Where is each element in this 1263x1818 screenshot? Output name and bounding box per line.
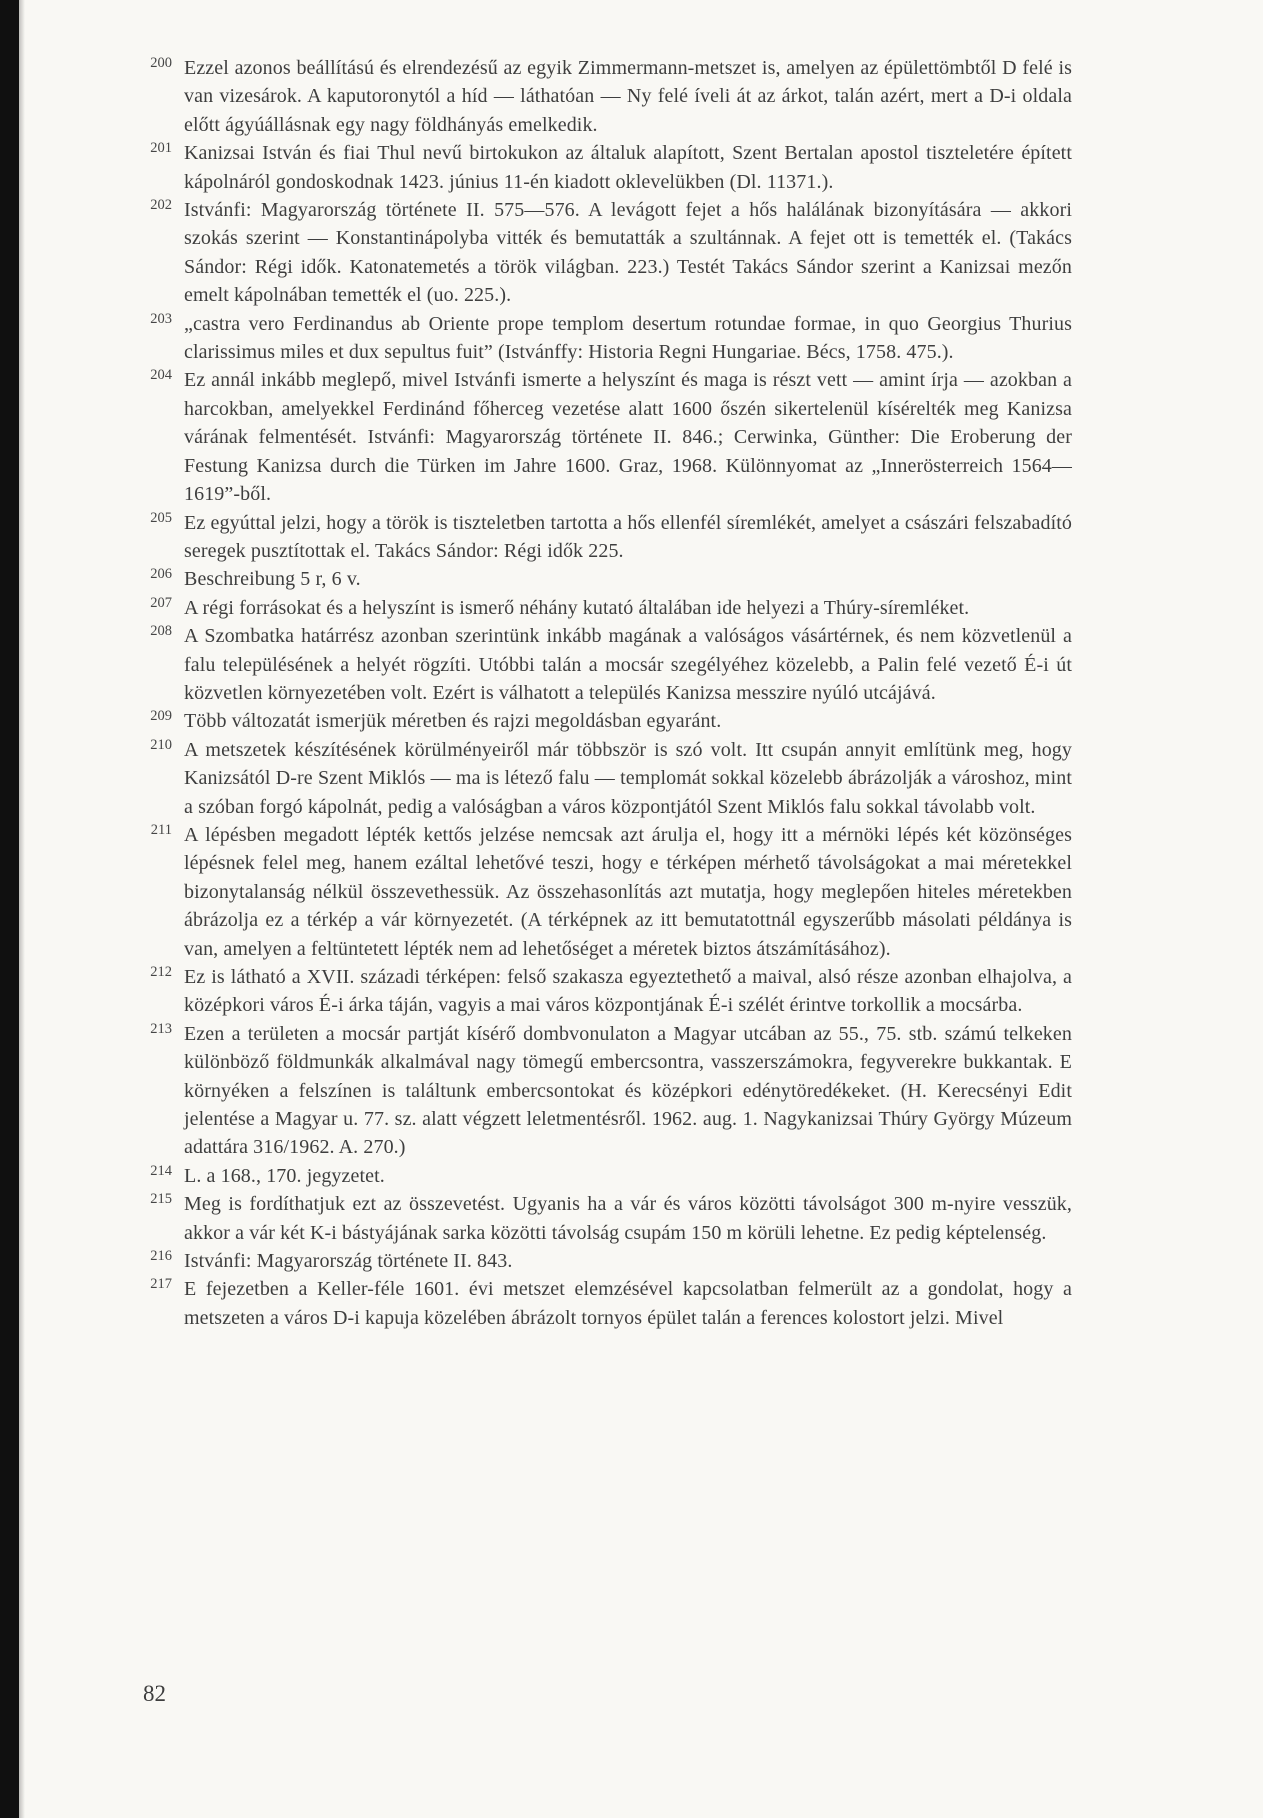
endnote-number: 204 — [150, 367, 172, 384]
endnote-item — [0, 509, 1072, 566]
endnote-number: 202 — [150, 197, 172, 214]
endnote-number: 210 — [150, 736, 172, 753]
endnote-item — [0, 366, 1072, 508]
endnote-text: Ez egyúttal jelzi, hogy a török is tiszteletben tartotta a hős ellenfél síremlékét, amelyet a császári felszabadító seregek pusztítottak el. Takács Sándor: Régi idők 225. — [184, 511, 1072, 562]
endnote-item — [0, 1190, 1072, 1247]
endnote-text: E fejezetben a Keller-féle 1601. évi metszet elemzésével kapcsolatban felmerült az a gondolat, hogy a metszeten a város D-i kapuja közelében ábrázolt tornyos épület talán a ferences kolostort jelzi. Mivel — [184, 1278, 1072, 1329]
endnote-text: Ez annál inkább meglepő, mivel Istvánfi ismerte a helyszínt és maga is részt vett — amint írja — azokban a harcokban, amelyekkel Ferdinánd főherceg vezetése alatt 1600 őszén sikertelenül kísérelték meg Kanizsa várának felmentését. Istvánfi: Magyarország története II. 846.; Cerwinka, Günther: Die Eroberung der Festung Kanizsa durch die Türken im Jahre 1600. Graz, 1968. Különnyomat az „Innerösterreich 1564—1619”-ből. — [184, 369, 1072, 506]
endnote-item — [0, 1020, 1072, 1162]
endnote-text: Ez is látható a XVII. századi térképen: felső szakasza egyeztethető a maival, alsó része azonban elhajolva, a középkori város É-i árka táján, vagyis a mai város központjának É-i szélét érintve torkollik a mocsárba. — [184, 966, 1072, 1017]
endnote-item — [0, 310, 1072, 367]
endnote-number: 213 — [150, 1020, 172, 1037]
endnote-text: Istvánfi: Magyarország története II. 575—576. A levágott fejet a hős halálának bizonyítására — akkori szokás szerint — Konstantinápolyba vitték és bemutatták a szultánnak. A fejet ott is temették el. (Takács Sándor: Régi idők. Katonatemetés a török világban. 223.) Testét Takács Sándor szerint a Kanizsai mezőn emelt kápolnában temették el (uo. 225.). — [184, 199, 1072, 307]
endnote-text: Meg is fordíthatjuk ezt az összevetést. Ugyanis ha a vár és város közötti távolságot 300 m-nyire vesszük, akkor a vár két K-i bástyájának sarka közötti távolság csupám 150 m körüli lehetne. Ez pedig képtelenség. — [184, 1193, 1072, 1244]
endnote-number: 215 — [150, 1191, 172, 1208]
endnote-number: 209 — [150, 708, 172, 725]
endnote-item — [0, 622, 1072, 707]
endnote-text: Ezzel azonos beállítású és elrendezésű az egyik Zimmermann-metszet is, amelyen az épülettömbtől D felé is van vizesárok. A kaputoronytól a híd — láthatóan — Ny felé íveli át az árkot, talán azért, mert a D-i oldala előtt ágyúállásnak egy nagy földhányás emelkedik. — [184, 57, 1072, 136]
endnote-number: 200 — [150, 55, 172, 71]
endnotes-list — [0, 54, 1072, 1332]
endnote-text: Ezen a területen a mocsár partját kísérő dombvonulaton a Magyar utcában az 55., 75. stb. számú telkeken különböző földmunkák alkalmával nagy tömegű embercsontra, vasszerszámokra, fegyverekre bukkantak. E környéken a felszínen is találtunk embercsontokat és középkori edénytöredékeket. (H. Kerecsényi Edit jelentése a Magyar u. 77. sz. alatt végzett leletmentésről. 1962. aug. 1. Nagykanizsai Thúry György Múzeum adattára 316/1962. A. 270.) — [184, 1022, 1072, 1159]
endnote-number: 208 — [150, 623, 172, 640]
endnote-number: 206 — [150, 566, 172, 583]
endnote-number: 207 — [150, 594, 172, 611]
endnote-text: Beschreibung 5 r, 6 v. — [184, 568, 361, 591]
endnote-number: 203 — [150, 310, 172, 327]
endnote-number: 216 — [150, 1248, 172, 1265]
page-number: 82 — [143, 1681, 166, 1706]
endnote-text: Istvánfi: Magyarország története II. 843. — [184, 1250, 513, 1273]
endnote-number: 211 — [150, 821, 172, 838]
endnote-number: 212 — [150, 964, 172, 980]
endnote-number: 214 — [150, 1162, 172, 1179]
endnote-number: 217 — [150, 1276, 172, 1293]
endnote-text: L. a 168., 170. jegyzetet. — [184, 1164, 385, 1187]
endnote-item — [0, 736, 1072, 821]
endnote-item — [0, 963, 1072, 1020]
endnote-item — [0, 821, 1072, 963]
endnote-item — [0, 54, 1072, 139]
endnote-number: 205 — [150, 509, 172, 526]
endnote-text: A régi forrásokat és a helyszínt is ismerő néhány kutató általában ide helyezi a Thúry-síremléket. — [184, 596, 970, 619]
endnote-text: A metszetek készítésének körülményeiről már többször is szó volt. Itt csupán annyit említünk meg, hogy Kanizsától D-re Szent Miklós — ma is létező falu — templomát sokkal közelebb ábrázolják a városhoz, mint a szóban forgó kápolnát, pedig a valóságban a város központjától Szent Miklós falu sokkal távolabb volt. — [184, 738, 1072, 818]
endnote-item — [0, 196, 1072, 310]
endnote-item — [0, 1275, 1072, 1332]
endnote-text: Kanizsai István és fiai Thul nevű birtokukon az általuk alapított, Szent Bertalan apostol tiszteletére épített kápolnáról gondoskodnak 1423. június 11-én kiadott oklevelükben (Dl. 11371.). — [184, 142, 1072, 193]
endnote-number: 201 — [150, 140, 172, 157]
endnote-text: „castra vero Ferdinandus ab Oriente prope templom desertum rotundae formae, in quo Georgius Thurius clarissimus miles et dux sepultus fuit” (Istvánffy: Historia Regni Hungariae. Bécs, 1758. 475.). — [184, 312, 1072, 364]
endnote-text: Több változatát ismerjük méretben és rajzi megoldásban egyaránt. — [184, 710, 722, 733]
endnote-text: A Szombatka határrész azonban szerintünk inkább magának a valóságos vásártérnek, és nem közvetlenül a falu településének a helyét rögzíti. Utóbbi talán a mocsár szegélyéhez közelebb, a Palin felé vezető É-i út közvetlen környezetében volt. Ezért is válhatott a település Kanizsa messzire nyúló utcájává. — [184, 625, 1072, 704]
endnote-text: A lépésben megadott lépték kettős jelzése nemcsak azt árulja el, hogy itt a mérnöki lépés két közönséges lépésnek felel meg, hanem ezáltal lehetővé teszi, hogy e térképen mérhető távolságokat a mai méretekkel bizonytalanság nélkül összevethessük. Az összehasonlítás azt mutatja, hogy meglepően hiteles méretekben ábrázolja ez a térkép a vár környezetét. (A térképnek az itt bemutatottnál egyszerűbb másolati példánya is van, amelyen a feltüntetett lépték nem ad lehetőséget a méretek biztos átszámításához). — [184, 823, 1072, 960]
endnote-item — [0, 139, 1072, 196]
